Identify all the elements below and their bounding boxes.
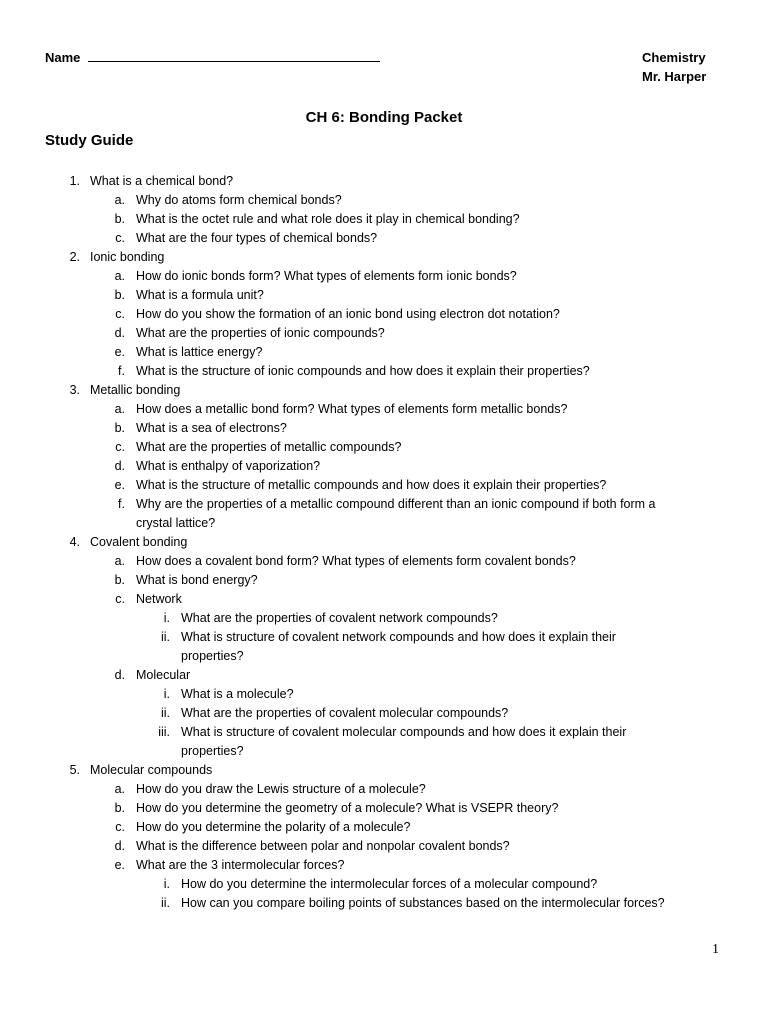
- outline-item-number: e.: [114, 345, 125, 359]
- outline-item: [0, 799, 768, 818]
- outline-item-number: c.: [115, 231, 125, 245]
- outline-item-text: What are the properties of covalent molecular compounds?: [181, 706, 509, 720]
- outline-item: [0, 476, 768, 495]
- outline-item: [0, 381, 768, 400]
- outline-item: [0, 704, 768, 723]
- outline-item-number: 3.: [69, 383, 80, 397]
- outline-item-number: ii.: [160, 896, 170, 910]
- outline-item: [0, 742, 768, 761]
- outline-item-text: What is structure of covalent network compounds and how does it explain their: [181, 630, 616, 644]
- outline-item: [0, 343, 768, 362]
- outline-item: [0, 894, 768, 913]
- outline-item-number: c.: [115, 440, 125, 454]
- outline-item-text: What is enthalpy of vaporization?: [136, 459, 321, 473]
- name-field: [45, 48, 380, 65]
- name-blank-line: [88, 48, 380, 62]
- outline-item: [0, 457, 768, 476]
- outline-item-text: What are the properties of ionic compounds?: [136, 326, 385, 340]
- outline-item-text: How does a covalent bond form? What types of elements form covalent bonds?: [136, 554, 576, 568]
- outline-item-text: Metallic bonding: [90, 383, 181, 397]
- teacher-name: Mr. Harper: [642, 69, 707, 84]
- outline-item: [0, 590, 768, 609]
- outline-item: [0, 400, 768, 419]
- outline-item-text: What are the 3 intermolecular forces?: [136, 858, 345, 872]
- outline-item-number: b.: [114, 212, 125, 226]
- page-title: CH 6: Bonding Packet: [305, 109, 463, 126]
- outline-item: [0, 172, 768, 191]
- outline-item-text: How can you compare boiling points of substances based on the intermolecular forces?: [181, 896, 665, 910]
- page-number: 1: [712, 942, 719, 957]
- outline-item-text: Network: [136, 592, 182, 606]
- outline-item-text: What is the structure of metallic compounds and how does it explain their properties?: [136, 478, 607, 492]
- course-info: [642, 48, 706, 86]
- outline-item-text: What is lattice energy?: [136, 345, 263, 359]
- outline-item-text: Covalent bonding: [90, 535, 188, 549]
- outline-item-text: What are the four types of chemical bonds?: [136, 231, 378, 245]
- outline-item-number: a.: [114, 554, 125, 568]
- outline-item-number: ii.: [160, 706, 170, 720]
- outline-item: [0, 210, 768, 229]
- outline-item-text: How do you determine the polarity of a molecule?: [136, 820, 411, 834]
- outline-item-text: What is a chemical bond?: [90, 174, 234, 188]
- outline-item: [0, 248, 768, 267]
- outline-item: [0, 856, 768, 875]
- outline-item-text: What is the octet rule and what role does it play in chemical bonding?: [136, 212, 520, 226]
- outline-item-text: Molecular compounds: [90, 763, 213, 777]
- outline-item-text: How do you determine the intermolecular forces of a molecular compound?: [181, 877, 598, 891]
- outline-item-number: i.: [163, 877, 170, 891]
- outline-item: [0, 419, 768, 438]
- outline-item-number: 1.: [69, 174, 80, 188]
- outline-item: [0, 723, 768, 742]
- outline-item: [0, 761, 768, 780]
- outline-item-number: d.: [114, 839, 125, 853]
- outline-item-number: a.: [114, 402, 125, 416]
- outline-item: [0, 780, 768, 799]
- outline-item: [0, 229, 768, 248]
- outline-item-text: Why are the properties of a metallic compound different than an ionic compound if both form a: [136, 497, 656, 511]
- outline-item-number: a.: [114, 782, 125, 796]
- outline-item-number: i.: [163, 687, 170, 701]
- outline-item-number: f.: [118, 497, 125, 511]
- outline-item-text: What is a molecule?: [181, 687, 294, 701]
- outline-item-number: iii.: [158, 725, 170, 739]
- outline-item-text: What is a formula unit?: [136, 288, 264, 302]
- outline-item: [0, 305, 768, 324]
- outline-item-number: a.: [114, 193, 125, 207]
- outline-item-text: How do you determine the geometry of a molecule? What is VSEPR theory?: [136, 801, 559, 815]
- outline-item-number: b.: [114, 573, 125, 587]
- outline-item: [0, 552, 768, 571]
- outline-item-number: f.: [118, 364, 125, 378]
- outline-item: [0, 495, 768, 514]
- outline-item-text: What are the properties of covalent network compounds?: [181, 611, 498, 625]
- outline-item-text: What are the properties of metallic compounds?: [136, 440, 402, 454]
- outline-item: [0, 837, 768, 856]
- outline-item: [0, 267, 768, 286]
- outline-item: [0, 685, 768, 704]
- outline-item-text: What is the difference between polar and nonpolar covalent bonds?: [136, 839, 510, 853]
- outline-item-number: d.: [114, 326, 125, 340]
- outline-item: [0, 286, 768, 305]
- name-label: Name: [45, 50, 81, 65]
- outline-item-number: d.: [114, 668, 125, 682]
- outline-item-text: How do you show the formation of an ionic bond using electron dot notation?: [136, 307, 560, 321]
- outline-item-text: properties?: [181, 744, 244, 758]
- study-guide-list: [0, 172, 768, 913]
- outline-item-number: a.: [114, 269, 125, 283]
- outline-item-text: Why do atoms form chemical bonds?: [136, 193, 342, 207]
- outline-item-number: e.: [114, 858, 125, 872]
- outline-item: [0, 533, 768, 552]
- outline-item: [0, 666, 768, 685]
- outline-item-number: c.: [115, 307, 125, 321]
- outline-item-number: ii.: [160, 630, 170, 644]
- outline-item: [0, 191, 768, 210]
- outline-item-number: b.: [114, 801, 125, 815]
- outline-item-number: b.: [114, 288, 125, 302]
- outline-item-text: What is structure of covalent molecular compounds and how does it explain their: [181, 725, 627, 739]
- outline-item-text: How does a metallic bond form? What types of elements form metallic bonds?: [136, 402, 568, 416]
- outline-item: [0, 628, 768, 647]
- outline-item: [0, 818, 768, 837]
- outline-item: [0, 438, 768, 457]
- outline-item-text: properties?: [181, 649, 244, 663]
- outline-item-text: What is a sea of electrons?: [136, 421, 287, 435]
- outline-item-text: How do ionic bonds form? What types of elements form ionic bonds?: [136, 269, 517, 283]
- outline-item-number: b.: [114, 421, 125, 435]
- outline-item-text: Ionic bonding: [90, 250, 165, 264]
- outline-item-text: How do you draw the Lewis structure of a molecule?: [136, 782, 426, 796]
- course-name: Chemistry: [642, 50, 706, 65]
- outline-item-number: 5.: [69, 763, 80, 777]
- outline-item: [0, 514, 768, 533]
- outline-item: [0, 324, 768, 343]
- outline-item-number: c.: [115, 592, 125, 606]
- outline-item: [0, 875, 768, 894]
- outline-item-text: Molecular: [136, 668, 191, 682]
- outline-item: [0, 571, 768, 590]
- outline-item-number: 4.: [69, 535, 80, 549]
- outline-item: [0, 647, 768, 666]
- outline-item-text: What is bond energy?: [136, 573, 258, 587]
- outline-item-number: 2.: [69, 250, 80, 264]
- outline-item-text: crystal lattice?: [136, 516, 216, 530]
- section-subtitle: Study Guide: [45, 132, 134, 149]
- outline-item-number: d.: [114, 459, 125, 473]
- outline-item: [0, 609, 768, 628]
- outline-item-number: c.: [115, 820, 125, 834]
- outline-item: [0, 362, 768, 381]
- outline-item-text: What is the structure of ionic compounds and how does it explain their properties?: [136, 364, 590, 378]
- outline-item-number: e.: [114, 478, 125, 492]
- outline-item-number: i.: [163, 611, 170, 625]
